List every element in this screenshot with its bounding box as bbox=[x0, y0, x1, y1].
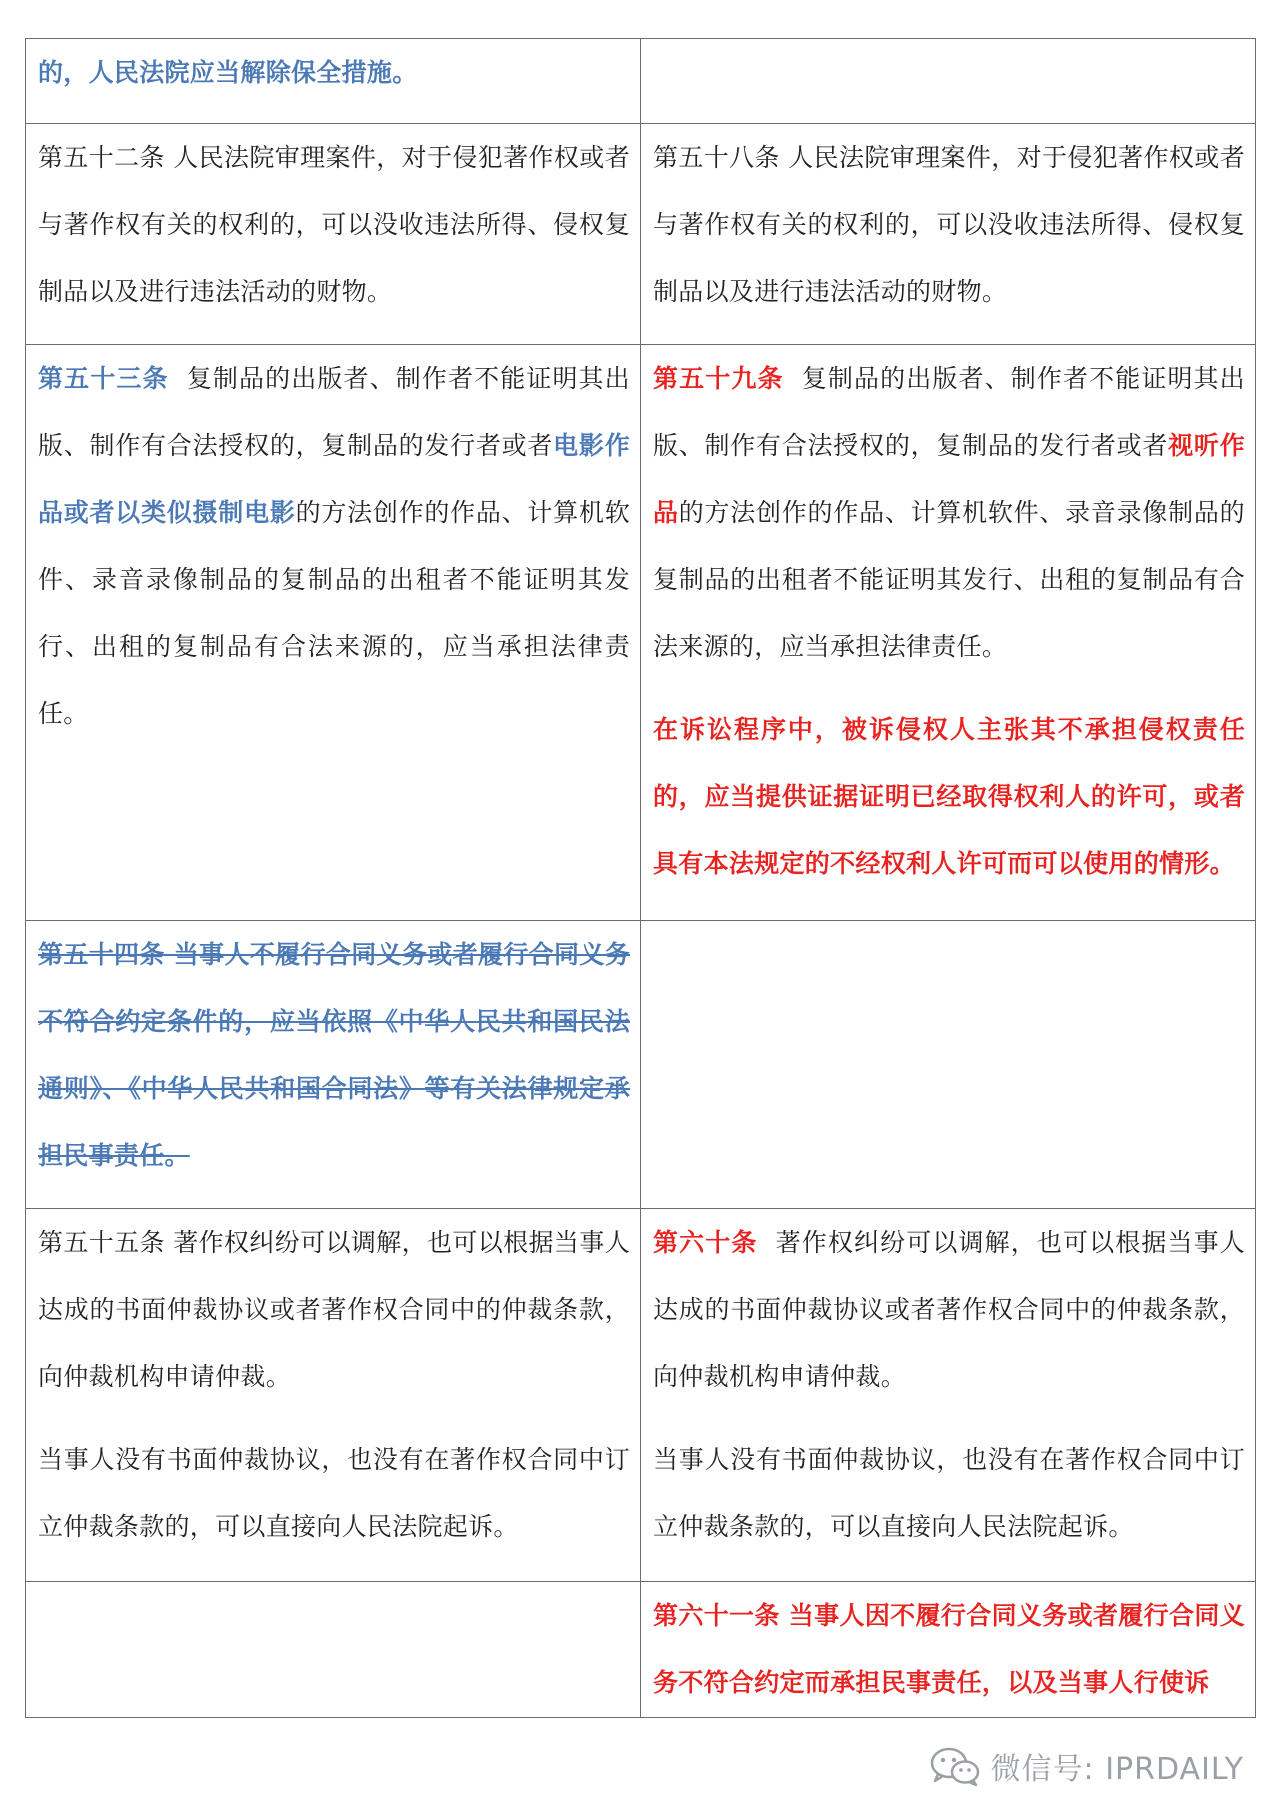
watermark bbox=[929, 1744, 1244, 1788]
left-cell bbox=[26, 345, 641, 921]
left-text: 第五十二条 人民法院审理案件，对于侵犯著作权或者与著作权有关的权利的，可以没收违法所得、侵权复制品以及进行违法活动的财物。 bbox=[38, 143, 630, 306]
article-number: 第五十九条 bbox=[653, 364, 784, 393]
text-part: 的方法创作的作品、计算机软件、录音录像制品的复制品的出租者不能证明其发行、出租的复制品有合法来源的，应当承担法律责任。 bbox=[38, 498, 630, 728]
right-text: 第六十一条 当事人因不履行合同义务或者履行合同义务不符合约定而承担民事责任，以及当事人行使诉 bbox=[653, 1601, 1245, 1697]
right-cell bbox=[641, 124, 1256, 345]
watermark-text: 微信号: IPRDAILY bbox=[990, 1752, 1244, 1787]
left-text: 第五十五条 著作权纠纷可以调解，也可以根据当事人达成的书面仲裁协议或者著作权合同中的仲裁条款，向仲裁机构申请仲裁。 bbox=[38, 1228, 630, 1391]
text-part: 复制品的出版者、制作者不能证明其出版、制作有合法授权的，复制品的发行者或者 bbox=[38, 364, 630, 460]
table-row bbox=[26, 1582, 1256, 1718]
right-cell bbox=[641, 39, 1256, 124]
left-cell bbox=[26, 124, 641, 345]
right-cell bbox=[641, 921, 1256, 1209]
article-number: 第五十三条 bbox=[38, 364, 169, 393]
left-cell bbox=[26, 1582, 641, 1718]
highlight-text: 视听作品 bbox=[653, 431, 1245, 527]
left-cell bbox=[26, 39, 641, 124]
right-text bbox=[653, 1209, 1245, 1410]
right-text bbox=[653, 345, 1245, 680]
right-cell bbox=[641, 1582, 1256, 1718]
added-paragraph: 在诉讼程序中，被诉侵权人主张其不承担侵权责任的，应当提供证据证明已经取得权利人的许可，或者具有本法规定的不经权利人许可而可以使用的情形。 bbox=[653, 715, 1245, 878]
table-row bbox=[26, 1209, 1256, 1582]
left-text: 的，人民法院应当解除保全措施。 bbox=[38, 58, 418, 87]
left-text bbox=[38, 345, 630, 747]
comparison-table bbox=[25, 38, 1256, 1718]
table-row bbox=[26, 124, 1256, 345]
article-number: 第六十条 bbox=[653, 1228, 758, 1257]
highlight-text: 电影作品或者以类似摄制电影 bbox=[38, 431, 630, 527]
wechat-icon bbox=[929, 1746, 981, 1786]
table-row bbox=[26, 345, 1256, 921]
right-text: 当事人没有书面仲裁协议，也没有在著作权合同中订立仲裁条款的，可以直接向人民法院起诉。 bbox=[653, 1445, 1245, 1541]
text-part: 复制品的出版者、制作者不能证明其出版、制作有合法授权的，复制品的发行者或者 bbox=[653, 364, 1245, 460]
text-part: 的方法创作的作品、计算机软件、录音录像制品的复制品的出租者不能证明其发行、出租的复制品有合法来源的，应当承担法律责任。 bbox=[653, 498, 1245, 661]
left-cell bbox=[26, 1209, 641, 1582]
right-cell bbox=[641, 345, 1256, 921]
right-text: 第五十八条 人民法院审理案件，对于侵犯著作权或者与著作权有关的权利的，可以没收违法所得、侵权复制品以及进行违法活动的财物。 bbox=[653, 143, 1245, 306]
text-part: 著作权纠纷可以调解，也可以根据当事人达成的书面仲裁协议或者著作权合同中的仲裁条款，向仲裁机构申请仲裁。 bbox=[653, 1228, 1246, 1391]
right-cell bbox=[641, 1209, 1256, 1582]
deleted-paragraph: 第五十四条 当事人不履行合同义务或者履行合同义务不符合约定条件的，应当依照《中华人民共和国民法通则》、《中华人民共和国合同法》等有关法律规定承担民事责任。 bbox=[38, 940, 630, 1170]
left-cell bbox=[26, 921, 641, 1209]
table-row bbox=[26, 921, 1256, 1209]
table-row bbox=[26, 39, 1256, 124]
left-text: 当事人没有书面仲裁协议，也没有在著作权合同中订立仲裁条款的，可以直接向人民法院起诉。 bbox=[38, 1445, 630, 1541]
